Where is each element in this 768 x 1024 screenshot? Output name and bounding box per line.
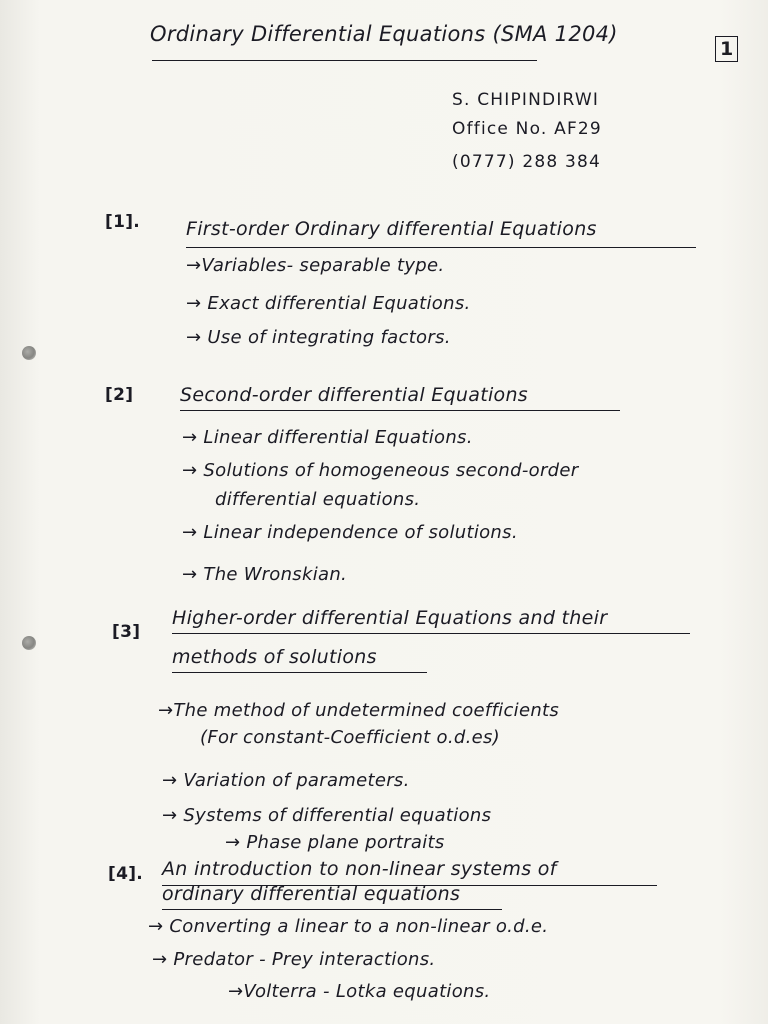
list-item: → Phase plane portraits — [225, 832, 445, 853]
phone-number: (0777) 288 384 — [452, 152, 602, 172]
list-item: → Exact differential Equations. — [186, 293, 471, 314]
list-item: (For constant-Coefficient o.d.es) — [200, 727, 501, 748]
list-item: →Volterra - Lotka equations. — [228, 981, 491, 1002]
section-title: An introduction to non-linear systems of — [162, 858, 557, 880]
list-item: → Systems of differential equations — [162, 805, 492, 826]
list-item: → Linear independence of solutions. — [182, 522, 518, 543]
list-item: differential equations. — [215, 489, 421, 510]
section-number: [4]. — [108, 864, 144, 884]
section-number: [1]. — [105, 212, 141, 232]
section-underline — [172, 672, 427, 673]
list-item: →The method of undetermined coefficients — [158, 700, 560, 721]
course-title: Ordinary Differential Equations (SMA 1204) — [150, 22, 618, 46]
list-item: →Variables- separable type. — [186, 255, 445, 276]
section-underline — [172, 633, 690, 634]
list-item: → Linear differential Equations. — [182, 427, 473, 448]
binder-hole — [22, 636, 36, 650]
page-number: 1 — [715, 36, 738, 62]
binder-hole — [22, 346, 36, 360]
list-item: → Predator - Prey interactions. — [152, 949, 436, 970]
section-title: Higher-order differential Equations and their — [172, 607, 608, 629]
list-item: → Converting a linear to a non-linear o.d.e. — [148, 916, 549, 937]
author-name: S. CHIPINDIRWI — [452, 90, 600, 110]
list-item: → Use of integrating factors. — [186, 327, 451, 348]
list-item: → Variation of parameters. — [162, 770, 410, 791]
section-title: First-order Ordinary differential Equations — [186, 218, 597, 240]
title-underline — [152, 60, 537, 61]
section-title-continued: methods of solutions — [172, 646, 377, 668]
list-item: → Solutions of homogeneous second-order — [182, 460, 579, 481]
section-underline — [180, 410, 620, 411]
section-number: [3] — [112, 622, 141, 642]
list-item: → The Wronskian. — [182, 564, 348, 585]
section-number: [2] — [105, 385, 134, 405]
section-title: Second-order differential Equations — [180, 384, 529, 406]
section-title-continued: ordinary differential equations — [162, 883, 461, 905]
office-number: Office No. AF29 — [452, 119, 602, 139]
section-underline — [162, 909, 502, 910]
section-underline — [186, 247, 696, 248]
